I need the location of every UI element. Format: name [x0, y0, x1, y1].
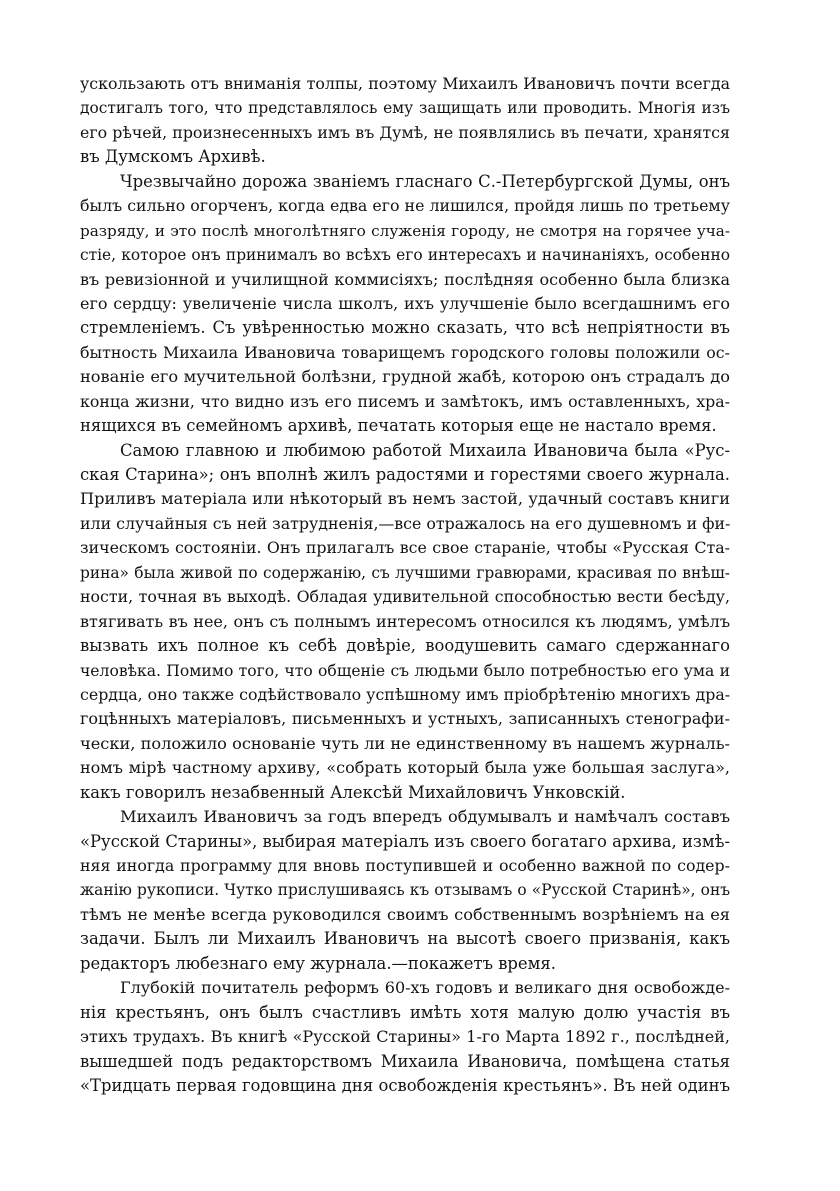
text-line: стремленіемъ. Съ увѣренностью можно сказать, что всѣ непріятности въ — [80, 318, 730, 338]
text-line: ности, точная въ выходѣ. Обладая удивительной способностью вести бесѣду, — [80, 587, 730, 607]
text-line: въ Думскомъ Архивѣ. — [80, 147, 266, 167]
text-line: няя иногда программу для вновь поступившей и особенно важной по содер- — [80, 856, 730, 875]
paragraph — [80, 805, 730, 976]
text-line: номъ мірѣ частному архиву, «собрать который была уже большая заслуга», — [80, 758, 730, 778]
text-line: нованіе его мучительной болѣзни, грудной жабѣ, которою онъ страдалъ до — [80, 367, 730, 387]
text-line: сердца, оно также содѣйствовало успѣшному имъ пріобрѣтенію многихъ дра- — [80, 684, 731, 704]
text-line: этихъ трудахъ. Въ книгѣ «Русской Старины» 1-го Марта 1892 г., послѣдней, — [80, 1027, 730, 1047]
text-line: конца жизни, что видно изъ его писемъ и замѣтокъ, имъ оставленныхъ, хра- — [80, 391, 730, 411]
text-line: гоцѣнныхъ матеріаловъ, письменныхъ и устныхъ, записанныхъ стенографи- — [80, 709, 730, 729]
text-line: или случайныя съ ней затрудненія,—все отражалось на его душевномъ и фи- — [80, 513, 731, 533]
text-line: Глубокій почитатель реформъ 60-хъ годовъ и великаго дня освобожде- — [120, 978, 730, 998]
paragraph — [80, 72, 730, 170]
text-line: Михаилъ Ивановичъ за годъ впередъ обдумывалъ и намѣчалъ составъ — [120, 807, 730, 827]
text-line: чески, положило основаніе чуть ли не единственному въ нашемъ журналь- — [80, 733, 730, 753]
text-line: задачи. Былъ ли Михаилъ Ивановичъ на высотѣ своего призванія, какъ — [80, 929, 730, 949]
page-body-text — [80, 72, 730, 1098]
text-line: зическомъ состояніи. Онъ прилагалъ все свое стараніе, чтобы «Русская Ста- — [80, 538, 730, 558]
text-line: редакторъ любезнаго ему журнала.—покажетъ время. — [80, 953, 556, 973]
text-line: въ ревизіонной и училищной коммисіяхъ; послѣдняя особенно была близка — [80, 269, 730, 289]
text-line: нія крестьянъ, онъ былъ счастливъ имѣть хотя малую долю участія въ — [80, 1002, 730, 1022]
text-line: Чрезвычайно дорожа званіемъ гласнаго С.-Петербургской Думы, онъ — [120, 171, 730, 191]
text-line: какъ говорилъ незабвенный Алексѣй Михайловичъ Унковскій. — [80, 782, 626, 802]
text-line: вызвать ихъ полное къ себѣ довѣріе, воодушевить самаго сдержаннаго — [80, 636, 730, 656]
text-line: тѣмъ не менѣе всегда руководился своимъ собственнымъ возрѣніемъ на ея — [80, 904, 730, 924]
text-line: его сердцу: увеличеніе числа школъ, ихъ улучшеніе было всегдашнимъ его — [80, 293, 730, 313]
paragraph — [80, 439, 730, 806]
text-line: его рѣчей, произнесенныхъ имъ въ Думѣ, не появлялись въ печати, хранятся — [80, 122, 730, 142]
paragraph — [80, 170, 730, 439]
text-line: нящихся въ семейномъ архивѣ, печатать которыя еще не настало время. — [80, 416, 717, 436]
text-line: ская Старина»; онъ вполнѣ жилъ радостями и горестями своего журнала. — [80, 465, 730, 484]
text-line: рина» была живой по содержанію, съ лучшими гравюрами, красивая по внѣш- — [80, 563, 730, 582]
text-line: Приливъ матеріала или нѣкоторый въ немъ застой, удачный составъ книги — [80, 489, 730, 509]
text-line: «Тридцать первая годовщина дня освобожденія крестьянъ». Въ ней одинъ — [80, 1075, 730, 1095]
text-line: достигалъ того, что представлялось ему защищать или проводить. Многія изъ — [80, 99, 730, 118]
text-line: бытность Михаила Ивановича товарищемъ городского головы положили ос- — [80, 342, 730, 362]
text-line: стіе, которое онъ принималъ во всѣхъ его интересахъ и начинаніяхъ, особенно — [80, 246, 730, 265]
text-line: Самою главною и любимою работой Михаила Ивановича была «Рус- — [120, 440, 730, 460]
text-line: вышедшей подъ редакторствомъ Михаила Ивановича, помѣщена статья — [80, 1051, 730, 1071]
text-line: втягивать въ нее, онъ съ полнымъ интересомъ относился къ людямъ, умѣлъ — [80, 611, 730, 631]
text-line: человѣка. Помимо того, что общеніе съ людьми было потребностью его ума и — [80, 661, 730, 680]
text-line: разряду, и это послѣ многолѣтняго служенія городу, не смотря на горячее уча- — [80, 221, 730, 240]
paragraph — [80, 976, 730, 1098]
text-line: жанію рукописи. Чутко прислушиваясь къ отзывамъ о «Русской Старинѣ», онъ — [80, 881, 730, 900]
text-line: «Русской Старины», выбирая матеріалъ изъ своего богатаго архива, измѣ- — [80, 831, 730, 851]
text-line: былъ сильно огорченъ, когда едва его не лишился, пройдя лишь по третьему — [80, 196, 730, 216]
text-line: ускользають отъ вниманія толпы, поэтому Михаилъ Ивановичъ почти всегда — [80, 74, 730, 93]
